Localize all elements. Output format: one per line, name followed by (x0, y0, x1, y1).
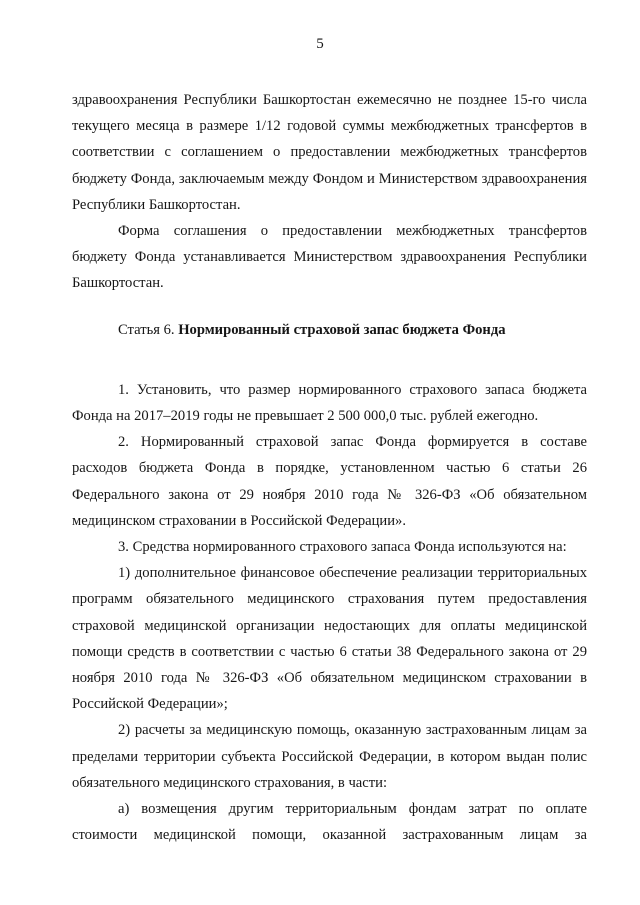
paragraph-subitem-2: 2) расчеты за медицинскую помощь, оказанную застрахованным лицам за пределами территории субъекта Российской Федерации, в котором выдан полис обязательного медицинского страхования, в части: (72, 722, 587, 791)
paragraph-agreement-form: Форма соглашения о предоставлении межбюджетных трансфертов бюджету Фонда устанавливается Министерством здравоохранения Республики Башкортостан. (72, 223, 587, 292)
page-number: 5 (316, 36, 324, 52)
article-title: Нормированный страховой запас бюджета Фонда (178, 321, 506, 338)
paragraph-item-3-reserve-use: 3. Средства нормированного страхового запаса Фонда используются на: (118, 539, 567, 556)
article-number: Статья 6. (118, 321, 179, 338)
article-6-heading (72, 317, 587, 343)
paragraph-item-1-reserve-size: 1. Установить, что размер нормированного страхового запаса бюджета Фонда на 2017–2019 годы не превышает 2 500 000,0 тыс. рублей ежегодно. (72, 381, 587, 425)
paragraph-transfers-continuation: здравоохранения Республики Башкортостан ежемесячно не позднее 15-го числа текущего месяца в размере 1/12 годовой суммы межбюджетных трансфертов в соответствии с соглашением о предоставлении межбюджетных трансфертов бюджету Фонда, заключаемым между Фондом и Министерством здравоохранения Республики Башкортостан. (72, 92, 587, 213)
paragraph-item-2-reserve-formation: 2. Нормированный страховой запас Фонда формируется в составе расходов бюджета Фонда в порядке, установленном частью 6 статьи 26 Федерального закона от 29 ноября 2010 года № 326-ФЗ «Об обязательном медицинском страховании в Российской Федерации». (72, 434, 587, 529)
document-body (72, 87, 587, 848)
paragraph-subitem-1: 1) дополнительное финансовое обеспечение реализации территориальных программ обязательного медицинского страхования путем предоставления страховой медицинской организации недостающих для оплаты медицинской помощи средств в соответствии с частью 6 статьи 38 Федерального закона от 29 ноября 2010 года № 326-ФЗ «Об обязательном медицинском страховании в Российской Федерации»; (72, 565, 587, 713)
paragraph-subitem-a: а) возмещения другим территориальным фондам затрат по оплате стоимости медицинской помощи, оказанной застрахованным лицам за (72, 801, 587, 844)
